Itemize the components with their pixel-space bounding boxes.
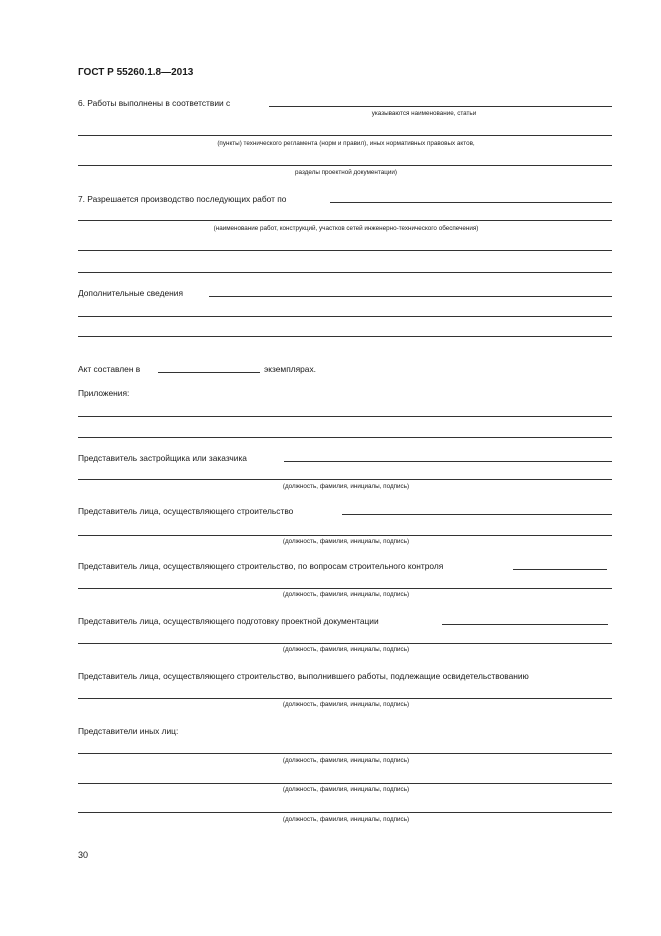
item6-caption-1: указываются наименование, статьи — [371, 110, 477, 117]
copies-count-line[interactable] — [158, 372, 260, 373]
builder-control-rep-signature-line[interactable] — [78, 588, 612, 589]
signature-caption: (должность, фамилия, инициалы, подпись) — [282, 538, 410, 545]
additional-info-line-2[interactable] — [78, 316, 612, 317]
builder-rep-line[interactable] — [342, 514, 612, 515]
signature-caption: (должность, фамилия, инициалы, подпись) — [282, 786, 410, 793]
document-code: ГОСТ Р 55260.1.8—2013 — [78, 67, 194, 78]
designer-rep-signature-line[interactable] — [78, 643, 612, 644]
performer-rep-label: Представитель лица, осуществляющего строительство, выполнившего работы, подлежащие освидетельствованию — [78, 671, 529, 681]
designer-rep-label: Представитель лица, осуществляющего подготовку проектной документации — [78, 616, 379, 626]
builder-rep-label: Представитель лица, осуществляющего строительство — [78, 506, 294, 516]
developer-rep-label: Представитель застройщика или заказчика — [78, 453, 247, 463]
other-reps-label: Представители иных лиц: — [78, 726, 179, 736]
item6-input-line-3[interactable] — [78, 165, 612, 166]
other-rep-signature-line-3[interactable] — [78, 812, 612, 813]
additional-info-label: Дополнительные сведения — [78, 288, 184, 298]
designer-rep-line[interactable] — [442, 624, 608, 625]
signature-caption: (должность, фамилия, инициалы, подпись) — [282, 646, 410, 653]
item7-input-line-2[interactable] — [78, 220, 612, 221]
other-rep-signature-line-2[interactable] — [78, 783, 612, 784]
item6-caption-3: разделы проектной документации) — [295, 169, 397, 176]
item6-input-line[interactable] — [269, 106, 612, 107]
signature-caption: (должность, фамилия, инициалы, подпись) — [282, 816, 410, 823]
item7-input-line[interactable] — [330, 202, 612, 203]
other-rep-signature-line-1[interactable] — [78, 753, 612, 754]
builder-control-rep-label: Представитель лица, осуществляющего строительство, по вопросам строительного контроля — [78, 561, 444, 571]
developer-rep-line[interactable] — [284, 461, 612, 462]
developer-rep-signature-line[interactable] — [78, 479, 612, 480]
additional-info-line-3[interactable] — [78, 336, 612, 337]
item6-caption-2: (пункты) технического регламента (норм и правил), иных нормативных правовых актов, — [217, 140, 475, 147]
additional-info-line[interactable] — [209, 296, 612, 297]
copies-suffix: экземплярах. — [264, 364, 316, 374]
item7-input-line-4[interactable] — [78, 272, 612, 273]
builder-rep-signature-line[interactable] — [78, 535, 612, 536]
page-number: 30 — [78, 850, 89, 860]
copies-prefix: Акт составлен в — [78, 364, 141, 374]
signature-caption: (должность, фамилия, инициалы, подпись) — [282, 591, 410, 598]
builder-control-rep-line[interactable] — [513, 569, 607, 570]
signature-caption: (должность, фамилия, инициалы, подпись) — [282, 757, 410, 764]
item6-label: 6. Работы выполнены в соответствии с — [78, 98, 231, 108]
item7-label: 7. Разрешается производство последующих работ по — [78, 194, 287, 204]
item7-caption: (наименование работ, конструкций, участков сетей инженерно-технического обеспечения) — [213, 225, 479, 232]
attachments-line-2[interactable] — [78, 437, 612, 438]
signature-caption: (должность, фамилия, инициалы, подпись) — [282, 701, 410, 708]
attachments-line[interactable] — [78, 416, 612, 417]
attachments-label: Приложения: — [78, 388, 130, 398]
item7-input-line-3[interactable] — [78, 250, 612, 251]
signature-caption: (должность, фамилия, инициалы, подпись) — [282, 483, 410, 490]
item6-input-line-2[interactable] — [78, 135, 612, 136]
performer-rep-signature-line[interactable] — [78, 698, 612, 699]
